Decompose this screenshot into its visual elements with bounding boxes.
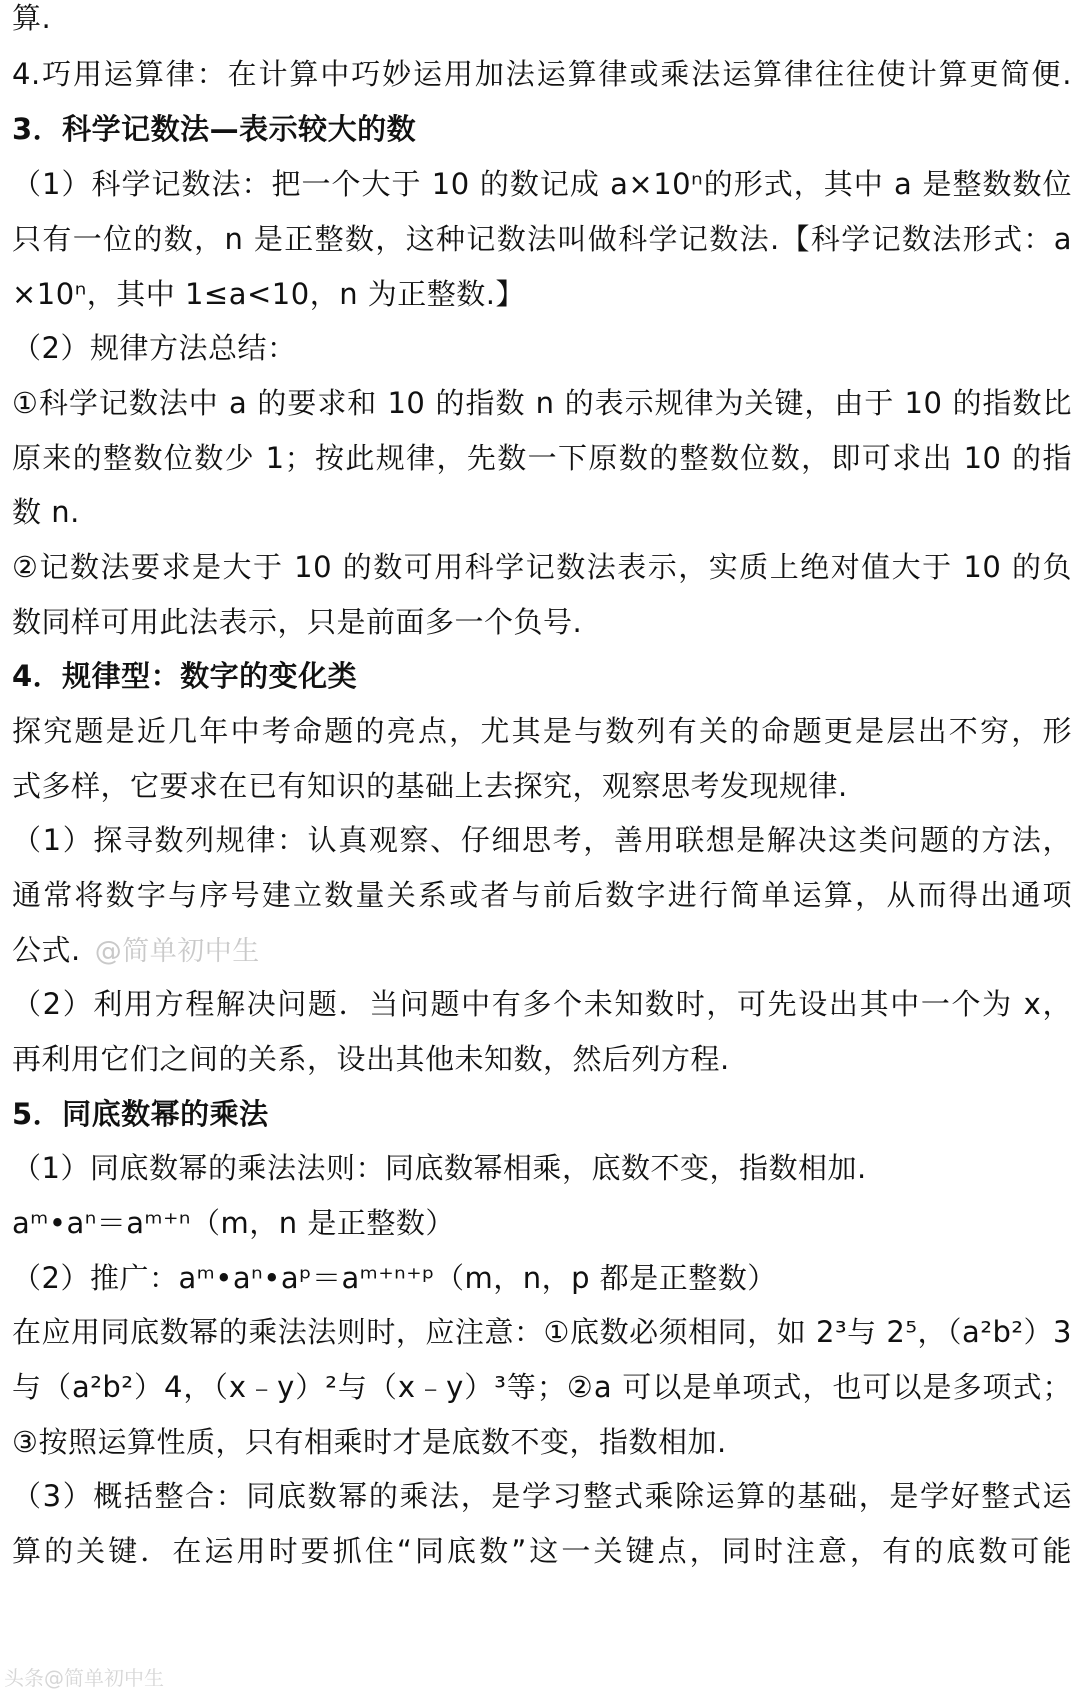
text-line: 数同样可用此法表示，只是前面多一个负号.: [12, 605, 583, 639]
text-line: 再利用它们之间的关系，设出其他未知数，然后列方程.: [12, 1042, 730, 1076]
section-heading: 4．规律型：数字的变化类: [12, 659, 358, 693]
text-line: 探究题是近几年中考命题的亮点，尤其是与数列有关的命题更是层出不穷，形: [12, 714, 1072, 748]
text-line: （1）同底数幂的乘法法则：同底数幂相乘，底数不变，指数相加.: [12, 1151, 867, 1185]
text-line: （3）概括整合：同底数幂的乘法，是学习整式乘除运算的基础，是学好整式运: [12, 1479, 1072, 1513]
text-line: 式多样，它要求在已有知识的基础上去探究，观察思考发现规律.: [12, 769, 848, 803]
text-line: ③按照运算性质，只有相乘时才是底数不变，指数相加.: [12, 1425, 727, 1459]
formula-line: aᵐ•aⁿ＝aᵐ⁺ⁿ（m，n 是正整数）: [12, 1206, 455, 1240]
text-line: （1）探寻数列规律：认真观察、仔细思考，善用联想是解决这类问题的方法，: [12, 823, 1072, 857]
text-line: ②记数法要求是大于 10 的数可用科学记数法表示，实质上绝对值大于 10 的负: [12, 550, 1072, 584]
formula-line: （2）推广：aᵐ•aⁿ•aᵖ＝aᵐ⁺ⁿ⁺ᵖ（m，n，p 都是正整数）: [12, 1261, 777, 1295]
text-line: （2）利用方程解决问题．当问题中有多个未知数时，可先设出其中一个为 x，: [12, 987, 1072, 1021]
watermark: @简单初中生: [94, 936, 260, 967]
text-line: 原来的整数位数少 1；按此规律，先数一下原数的整数位数，即可求出 10 的指: [12, 441, 1072, 475]
text-line: 通常将数字与序号建立数量关系或者与前后数字进行简单运算，从而得出通项: [12, 878, 1072, 912]
text-line: 算.: [12, 1, 52, 35]
text-line: [12, 920, 1072, 980]
text-fragment: 公式.: [12, 933, 81, 967]
text-line: 在应用同底数幂的乘法法则时，应注意：①底数必须相同，如 2³与 2⁵，（a²b²）3: [12, 1315, 1072, 1349]
text-line: 与（a²b²）4，（x﹣y）²与（x﹣y）³等；②a 可以是单项式，也可以是多项式；: [12, 1370, 1072, 1404]
text-line: （2）规律方法总结：: [12, 331, 297, 365]
text-line: 算的关键．在运用时要抓住“同底数”这一关键点，同时注意，有的底数可能: [12, 1534, 1072, 1568]
text-line: 数 n.: [12, 495, 80, 529]
section-heading: 5．同底数幂的乘法: [12, 1097, 269, 1131]
text-line: （1）科学记数法：把一个大于 10 的数记成 a×10ⁿ的形式，其中 a 是整数数位: [12, 167, 1072, 201]
footer-watermark: 头条@简单初中生: [4, 1666, 164, 1690]
text-line: 只有一位的数，n 是正整数，这种记数法叫做科学记数法.【科学记数法形式：a: [12, 222, 1072, 256]
text-line: ×10ⁿ，其中 1≤a<10，n 为正整数.】: [12, 277, 526, 311]
section-heading: 3．科学记数法—表示较大的数: [12, 112, 417, 146]
text-line: 4.巧用运算律：在计算中巧妙运用加法运算律或乘法运算律往往使计算更简便.: [12, 57, 1072, 91]
text-line: ①科学记数法中 a 的要求和 10 的指数 n 的表示规律为关键，由于 10 的指数比: [12, 386, 1072, 420]
